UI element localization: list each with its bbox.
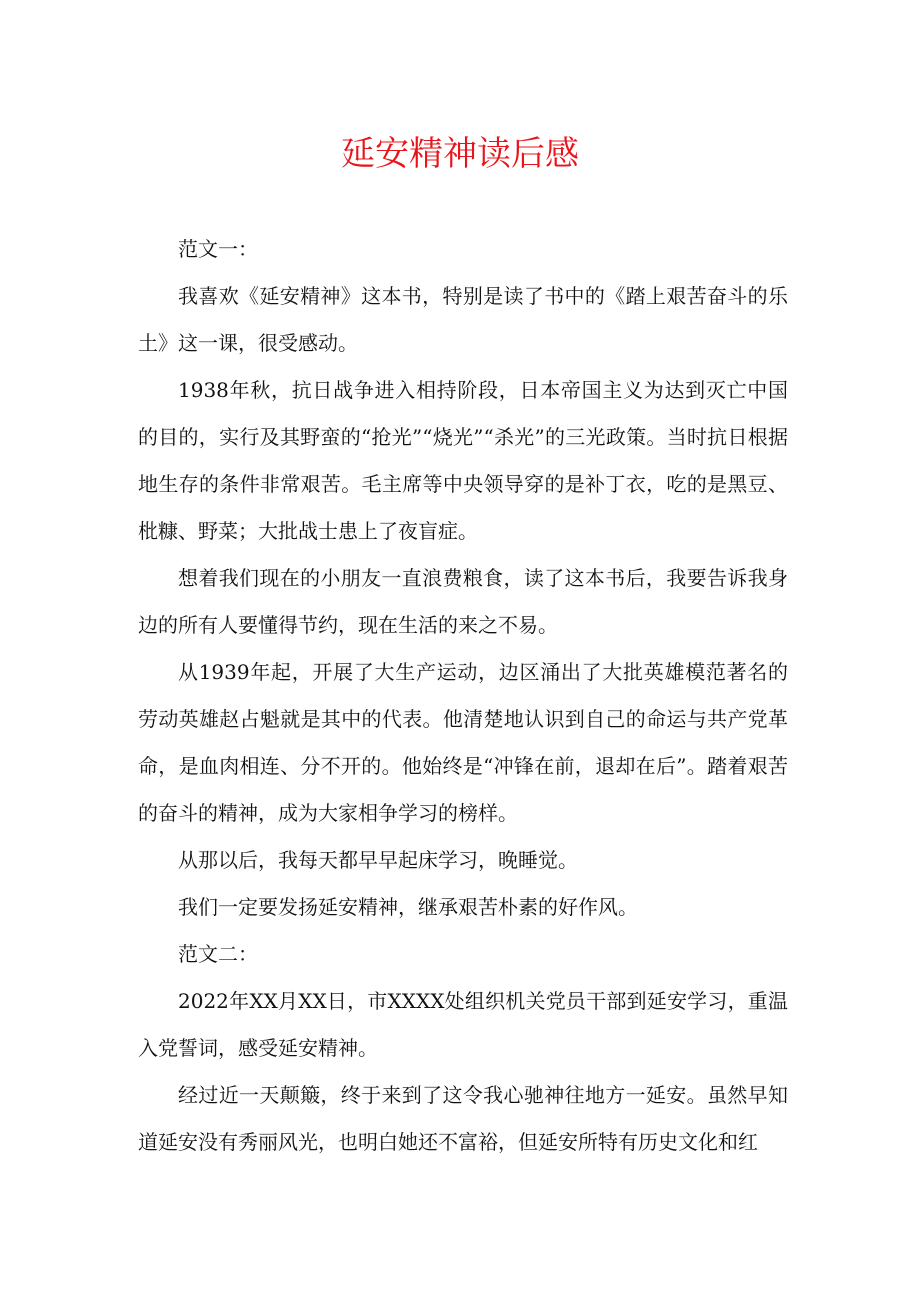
paragraph: 从1939年起，开展了大生产运动，边区涌出了大批英雄模范著名的劳动英雄赵占魁就是其中的代表。他清楚地认识到自己的命运与共产党革命，是血肉相连、分不开的。他始终是“冲锋在前，退却在后”。踏着艰苦的奋斗的精神，成为大家相争学习的榜样。 — [138, 660, 788, 825]
paragraph: 我们一定要发扬延安精神，继承艰苦朴素的好作风。 — [178, 895, 638, 919]
paragraph: 经过近一天颠簸，终于来到了这令我心驰神往地方一延安。虽然早知道延安没有秀丽风光，也明白她还不富裕，但延安所特有历史文化和红 — [138, 1083, 788, 1154]
paragraph: 范文二： — [178, 942, 258, 966]
paragraph: 1938年秋，抗日战争进入相持阶段，日本帝国主义为达到灭亡中国的目的，实行及其野蛮的“抢光”“烧光”“杀光”的三光政策。当时抗日根据地生存的条件非常艰苦。毛主席等中央领导穿的是补丁衣，吃的是黑豆、枇糠、野菜；大批战士患上了夜盲症。 — [138, 378, 788, 543]
paragraph: 2022年XX月XX日，市XXXX处组织机关党员干部到延安学习，重温入党誓词，感受延安精神。 — [138, 989, 788, 1060]
paragraph: 我喜欢《延安精神》这本书，特别是读了书中的《踏上艰苦奋斗的乐土》这一课，很受感动。 — [138, 284, 788, 355]
document-title: 延安精神读后感 — [341, 134, 579, 174]
paragraph: 从那以后，我每天都早早起床学习，晚睡觉。 — [178, 848, 578, 872]
paragraph: 想着我们现在的小朋友一直浪费粮食，读了这本书后，我要告诉我身边的所有人要懂得节约，现在生活的来之不易。 — [138, 566, 788, 637]
document-body — [138, 226, 788, 1166]
paragraph: 范文一： — [178, 237, 258, 261]
